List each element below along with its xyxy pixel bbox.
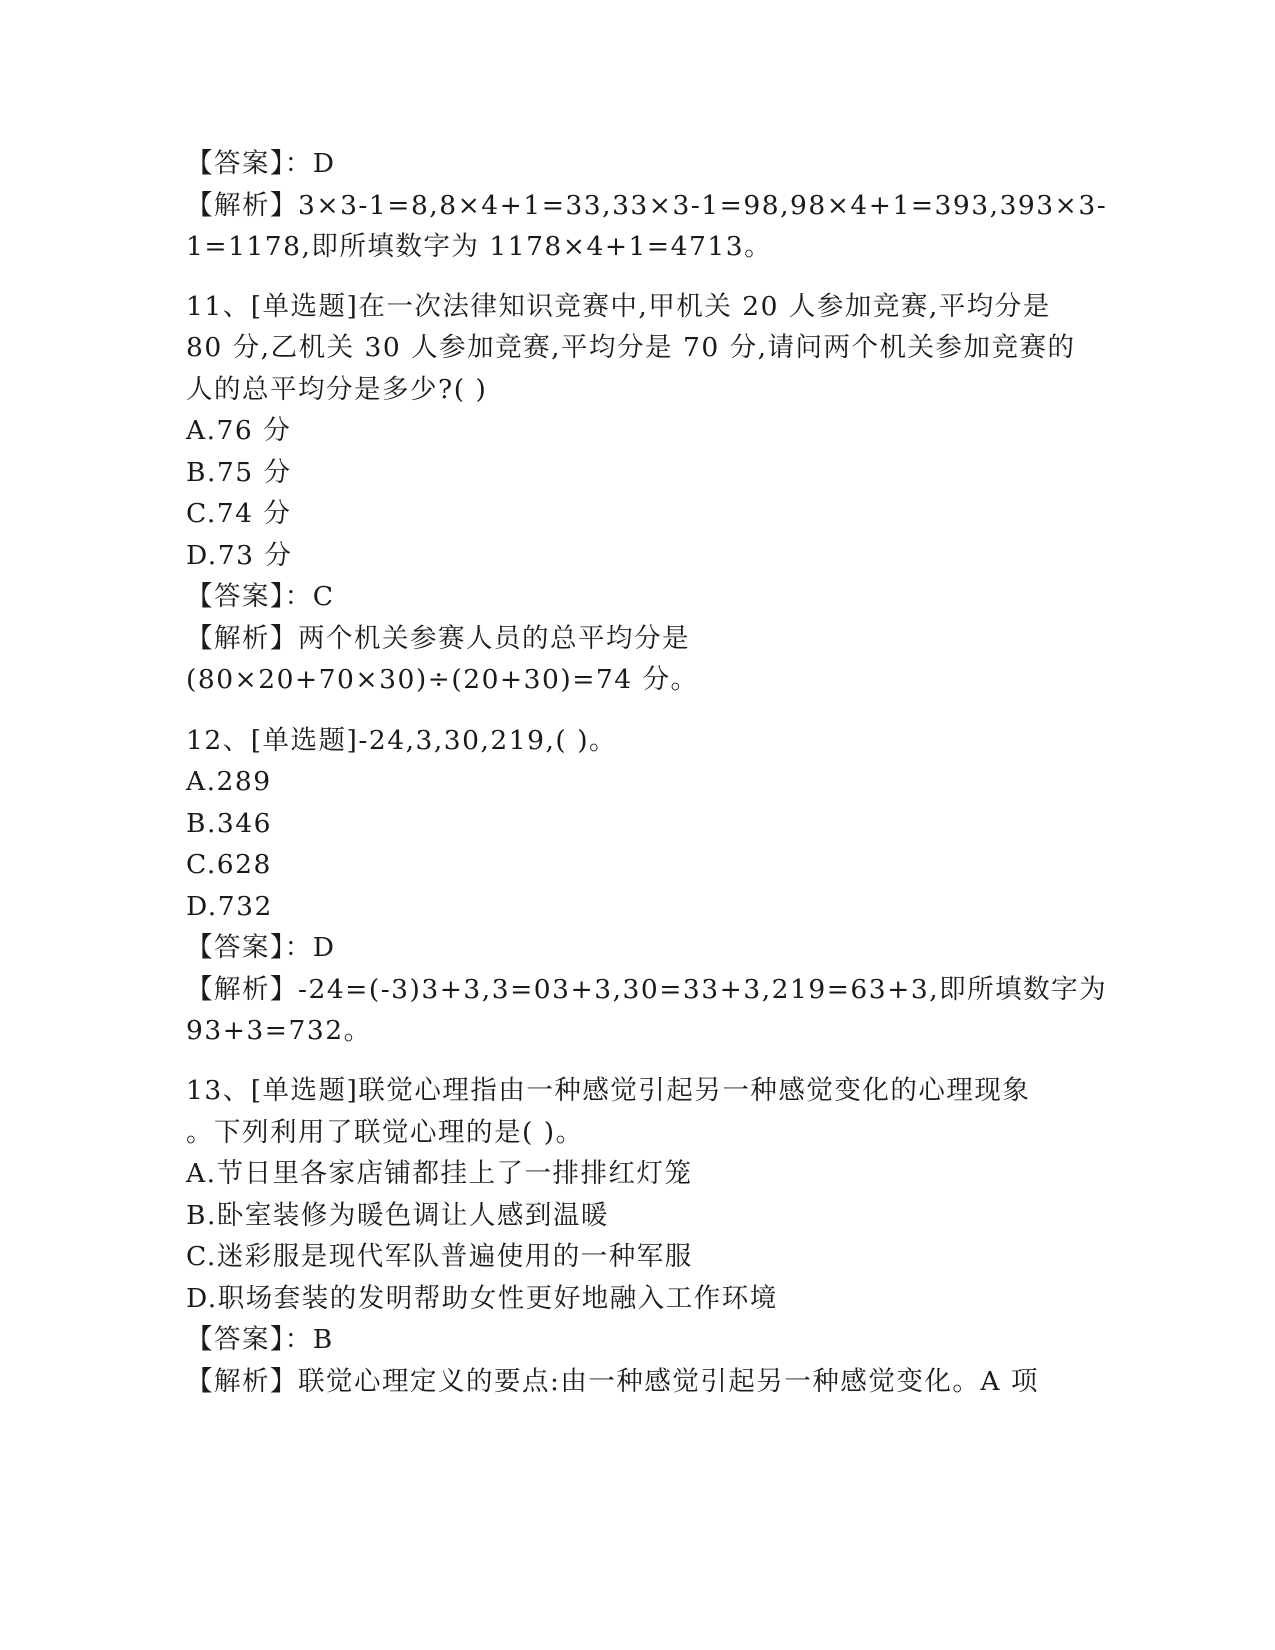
prev-analysis-line-2: 1=1178,即所填数字为 1178×4+1=4713。	[186, 231, 773, 262]
q13-analysis-line-1: 【解析】联觉心理定义的要点:由一种感觉引起另一种感觉变化。A 项	[186, 1366, 1039, 1397]
q13-option-c: C.迷彩服是现代军队普遍使用的一种军服	[186, 1241, 693, 1272]
q12-option-a: A.289	[186, 766, 272, 797]
answer-value: B	[312, 1324, 334, 1355]
q11-option-d: D.73 分	[186, 540, 293, 571]
q11-stem-line-1: 11、[单选题]在一次法律知识竞赛中,甲机关 20 人参加竞赛,平均分是	[186, 291, 1051, 322]
analysis-label: 【解析】	[186, 974, 298, 1005]
q12-option-d: D.732	[186, 891, 273, 922]
answer-value: D	[312, 932, 336, 963]
analysis-label: 【解析】	[186, 1366, 298, 1397]
answer-label: 【答案】：	[186, 148, 313, 179]
q13-stem-line-1: 13、[单选题]联觉心理指由一种感觉引起另一种感觉变化的心理现象	[186, 1075, 1031, 1106]
q11-option-c: C.74 分	[186, 498, 292, 529]
answer-label: 【答案】：	[186, 1324, 313, 1355]
answer-value: D	[312, 148, 336, 179]
q12-analysis-line-2: 93+3=732。	[186, 1015, 372, 1046]
q11-option-a: A.76 分	[186, 415, 292, 446]
answer-label: 【答案】：	[186, 932, 313, 963]
prev-answer	[186, 147, 336, 181]
q11-analysis-line-1: 【解析】两个机关参赛人员的总平均分是	[186, 623, 690, 654]
q13-answer	[186, 1323, 334, 1357]
q12-answer	[186, 931, 336, 965]
q12-stem-line-1: 12、[单选题]-24,3,30,219,( )。	[186, 725, 618, 756]
q12-analysis-line-1: 【解析】-24=(-3)3+3,3=03+3,30=33+3,219=63+3,即所填数字为	[186, 974, 1108, 1005]
q11-stem-line-2: 80 分,乙机关 30 人参加竞赛,平均分是 70 分,请问两个机关参加竞赛的	[186, 332, 1076, 363]
analysis-label: 【解析】	[186, 623, 298, 654]
prev-analysis-line-1: 【解析】3×3-1=8,8×4+1=33,33×3-1=98,98×4+1=393,393×3-	[186, 190, 1108, 221]
q11-answer	[186, 580, 335, 614]
q11-option-b: B.75 分	[186, 457, 292, 488]
q12-option-c: C.628	[186, 849, 272, 880]
q13-option-d: D.职场套装的发明帮助女性更好地融入工作环境	[186, 1283, 778, 1314]
q13-option-a: A.节日里各家店铺都挂上了一排排红灯笼	[186, 1158, 693, 1189]
answer-value: C	[312, 581, 335, 612]
analysis-label: 【解析】	[186, 190, 298, 221]
q11-analysis-line-2: (80×20+70×30)÷(20+30)=74 分。	[186, 664, 699, 695]
answer-label: 【答案】：	[186, 581, 313, 612]
q13-option-b: B.卧室装修为暖色调让人感到温暖	[186, 1200, 609, 1231]
q11-stem-line-3: 人的总平均分是多少?( )	[186, 374, 488, 405]
q13-stem-line-2: 。下列利用了联觉心理的是( )。	[186, 1117, 584, 1148]
q12-option-b: B.346	[186, 808, 272, 839]
